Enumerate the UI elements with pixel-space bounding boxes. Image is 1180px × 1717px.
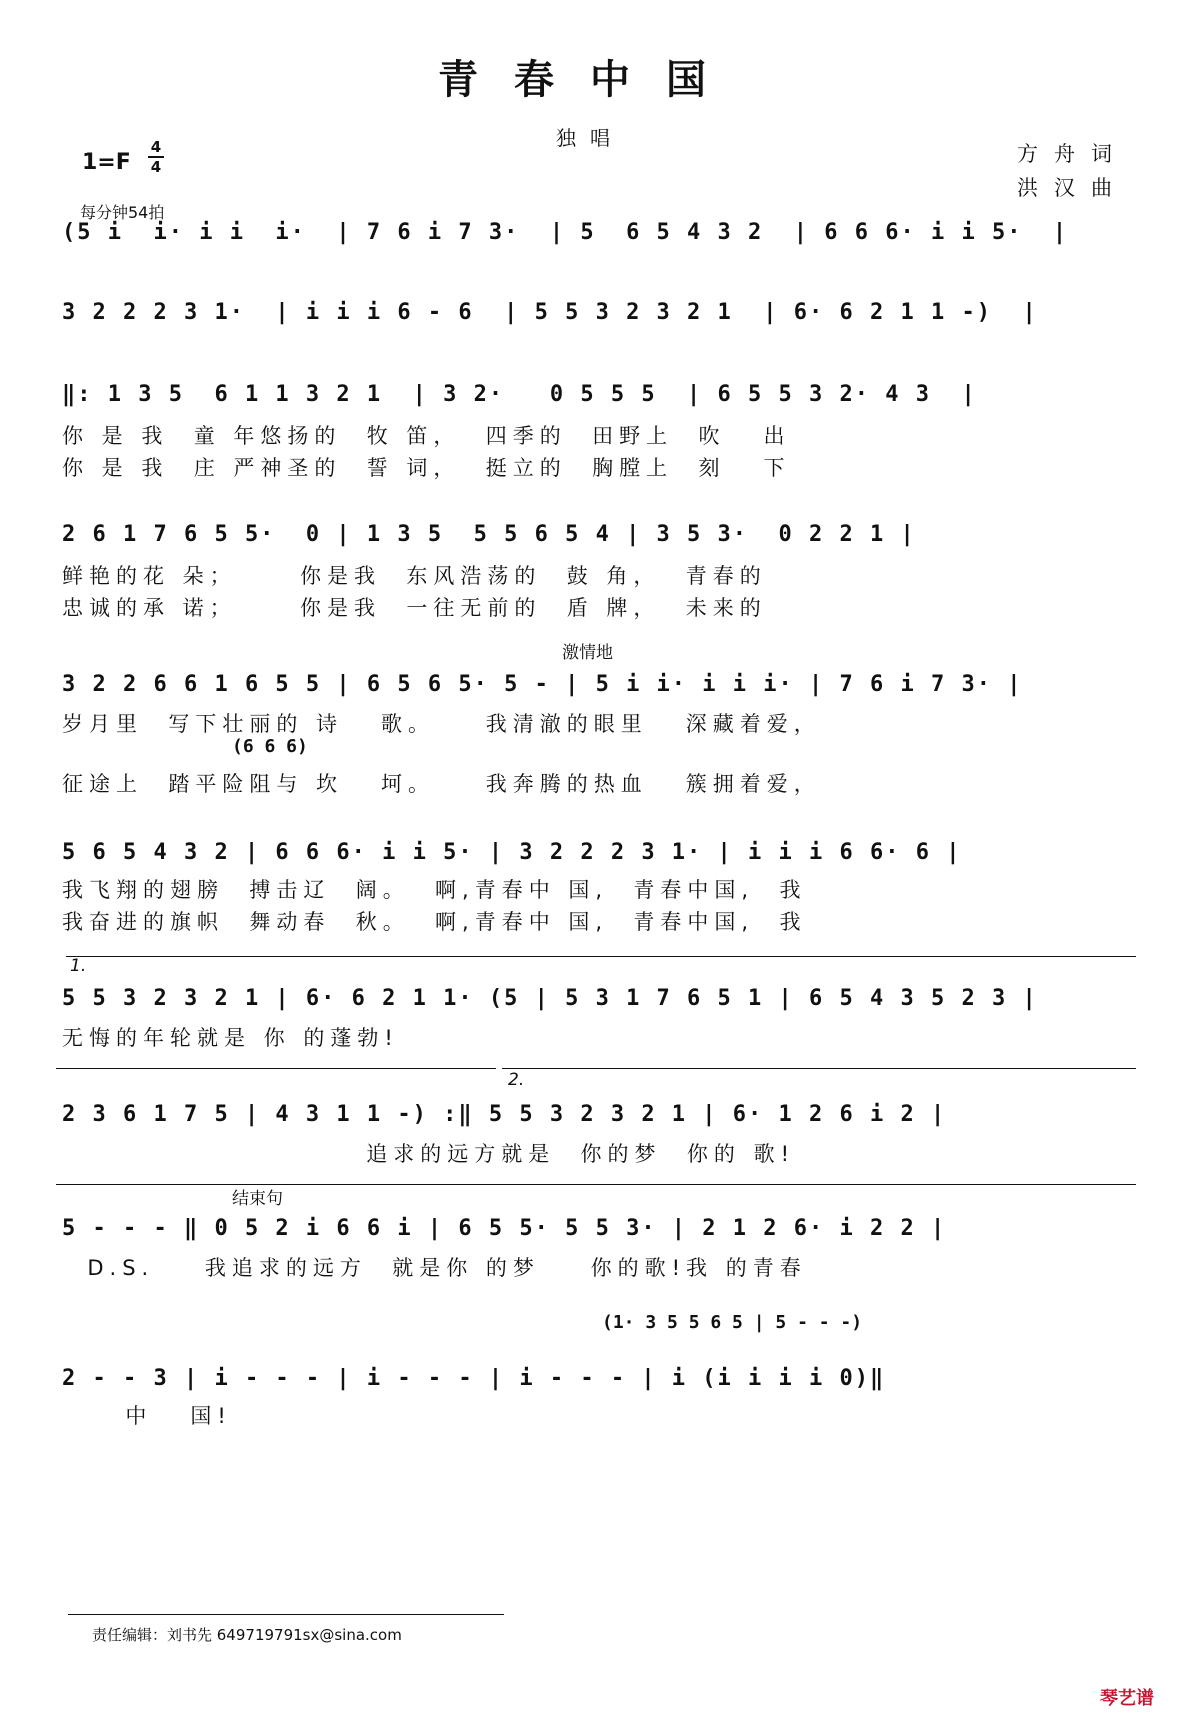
- key-signature: 1=F: [82, 150, 131, 175]
- notation-line: 3 2 2 2 3 1· | i i i 6 - 6 | 5 5 3 2 3 2 1 | 6· 6 2 1 1 -) |: [62, 300, 1038, 325]
- footer-divider: [68, 1614, 504, 1615]
- volta-2: 2.: [508, 1070, 525, 1090]
- lyric-verse-1: 追求的远方就是 你的梦 你的 歌!: [62, 1142, 796, 1166]
- composer-credit: 洪汉曲: [1017, 176, 1128, 200]
- lyric-verse-2: 忠诚的承 诺； 你是我 一往无前的 盾 牌， 未来的: [62, 596, 767, 620]
- notation-line: 5 5 3 2 3 2 1 | 6· 6 2 1 1· (5 | 5 3 1 7 6 5 1 | 6 5 4 3 5 2 3 |: [62, 986, 1038, 1011]
- expression-mark: 激情地: [562, 643, 613, 663]
- notation-line: 5 - - - ‖ 0 5 2 i 6 6 i | 6 5 5· 5 5 3· | 2 1 2 6· i 2 2 |: [62, 1216, 947, 1241]
- notation-line: 2 3 6 1 7 5 | 4 3 1 1 -) :‖ 5 5 3 2 3 2 1 | 6· 1 2 6 i 2 |: [62, 1102, 947, 1127]
- lyric-verse-1: 鲜艳的花 朵； 你是我 东风浩荡的 鼓 角， 青春的: [62, 564, 767, 588]
- notation-line: 5 6 5 4 3 2 | 6 6 6· i i 5· | 3 2 2 2 3 1· | i i i 6 6· 6 |: [62, 840, 962, 865]
- meter-bottom: 4: [150, 158, 162, 176]
- lyric-verse-1: 无悔的年轮就是 你 的蓬勃!: [62, 1026, 399, 1050]
- lyric-verse-1: 中 国!: [62, 1404, 232, 1428]
- time-signature: [148, 138, 164, 176]
- lyric-verse-1: 你 是 我 童 年悠扬的 牧 笛， 四季的 田野上 吹 出: [62, 424, 791, 448]
- coda-label: 结束句: [232, 1189, 283, 1209]
- meter-top: 4: [150, 138, 162, 156]
- accompaniment-notes: (1· 3 5 5 6 5 | 5 - - -): [602, 1312, 863, 1333]
- lyric-verse-1: 我飞翔的翅膀 搏击辽 阔。 啊,青春中 国, 青春中国, 我: [62, 878, 807, 902]
- lyric-verse-2: 我奋进的旗帜 舞动春 秋。 啊,青春中 国, 青春中国, 我: [62, 910, 807, 934]
- site-logo: 琴艺谱: [1100, 1688, 1154, 1709]
- lyric-verse-1: 岁月里 写下壮丽的 诗 歌。 我清澈的眼里 深藏着爱，: [62, 712, 821, 736]
- alternate-notes: (6 6 6): [232, 736, 308, 757]
- page-title: 青春中国: [438, 56, 742, 103]
- lyric-verse-1: D.S. 我追求的远方 就是你 的梦 你的歌!我 的青春: [62, 1256, 807, 1280]
- notation-line: 2 6 1 7 6 5 5· 0 | 1 3 5 5 5 6 5 4 | 3 5 3· 0 2 2 1 |: [62, 522, 916, 547]
- lyricist-credit: 方舟词: [1017, 142, 1128, 166]
- performance-type: 独唱: [556, 126, 624, 150]
- lyric-verse-2: 你 是 我 庄 严神圣的 誓 词， 挺立的 胸膛上 刻 下: [62, 456, 791, 480]
- lyric-verse-2: 征途上 踏平险阻与 坎 坷。 我奔腾的热血 簇拥着爱，: [62, 772, 821, 796]
- volta-1: 1.: [70, 956, 87, 976]
- footer-editor: 责任编辑：刘书先 649719791sx@sina.com: [92, 1626, 402, 1644]
- notation-line: ‖: 1 3 5 6 1 1 3 2 1 | 3 2· 0 5 5 5 | 6 5 5 3 2· 4 3 |: [62, 382, 977, 407]
- notation-line: (5 i i· i i i· | 7 6 i 7 3· | 5 6 5 4 3 2 | 6 6 6· i i 5· |: [62, 220, 1069, 245]
- tempo-marking: 每分钟54拍: [80, 203, 165, 222]
- notation-line: 3 2 2 6 6 1 6 5 5 | 6 5 6 5· 5 - | 5 i i· i i i· | 7 6 i 7 3· |: [62, 672, 1023, 697]
- notation-line: 2 - - 3 | i - - - | i - - - | i - - - | i (i i i i 0)‖: [62, 1366, 886, 1391]
